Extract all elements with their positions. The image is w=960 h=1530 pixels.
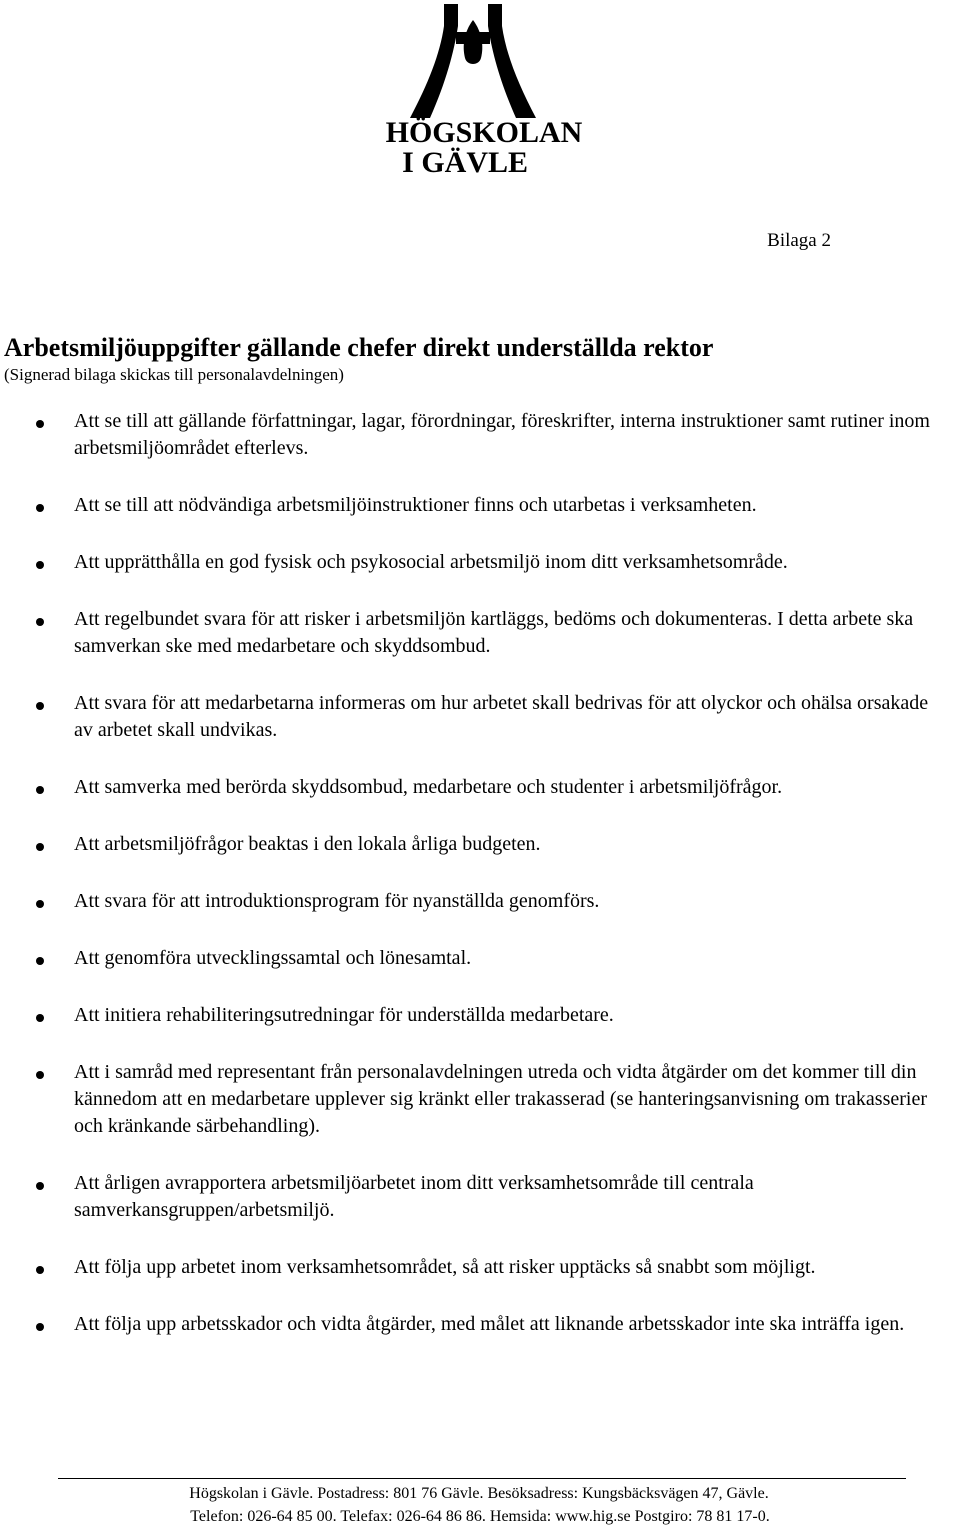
university-logo: [384, 2, 584, 178]
list-item-text: Att se till att gällande författningar, lagar, förordningar, föreskrifter, interna instruktioner samt rutiner inom arbetsmiljöområdet efterlevs.: [74, 410, 930, 459]
footer-address: Högskolan i Gävle. Postadress: 801 76 Gävle. Besöksadress: Kungsbäcksvägen 47, Gävle.: [189, 1485, 769, 1502]
list-item: [0, 1170, 960, 1224]
list-item: [0, 774, 960, 801]
list-item-text: Att i samråd med representant från personalavdelningen utreda och vidta åtgärder om det kommer till din kännedom att en medarbetare upplever sig kränkt eller trakasserad (se hanteringsanvisning om trakasserier och kränkande särbehandling).: [74, 1061, 928, 1137]
list-item: [0, 945, 960, 972]
bullet-icon: [36, 702, 44, 710]
document-subtitle: (Signerad bilaga skickas till personalavdelningen): [4, 365, 344, 384]
bullet-icon: [36, 1182, 44, 1190]
list-item: [0, 492, 960, 519]
list-item-text: Att samverka med berörda skyddsombud, medarbetare och studenter i arbetsmiljöfrågor.: [74, 776, 783, 798]
footer-divider: [58, 1478, 906, 1479]
list-item: [0, 1254, 960, 1281]
logo-text-line2: I GÄVLE: [402, 146, 528, 179]
list-item-text: Att arbetsmiljöfrågor beaktas i den lokala årliga budgeten.: [74, 833, 541, 855]
bullet-icon: [36, 420, 44, 428]
bullet-icon: [36, 1323, 44, 1331]
list-item: [0, 549, 960, 576]
bullet-icon: [36, 786, 44, 794]
list-item-text: Att svara för att medarbetarna informeras om hur arbetet skall bedrivas för att olyckor och ohälsa orsakade av arbetet skall undvikas.: [74, 692, 929, 741]
list-item: [0, 690, 960, 744]
list-item-text: Att genomföra utvecklingssamtal och lönesamtal.: [74, 947, 472, 969]
bullet-icon: [36, 561, 44, 569]
list-item-text: Att följa upp arbetsskador och vidta åtgärder, med målet att liknande arbetsskador inte ska inträffa igen.: [74, 1313, 905, 1335]
list-item: [0, 606, 960, 660]
bullet-icon: [36, 618, 44, 626]
list-item-text: Att upprätthålla en god fysisk och psykosocial arbetsmiljö inom ditt verksamhetsområde.: [74, 551, 788, 573]
bullet-icon: [36, 957, 44, 965]
list-item: [0, 888, 960, 915]
list-item: [0, 408, 960, 462]
bullet-icon: [36, 900, 44, 908]
bullet-icon: [36, 1266, 44, 1274]
bullet-icon: [36, 1071, 44, 1079]
university-emblem-icon: [384, 2, 584, 120]
task-list: [0, 408, 960, 1368]
list-item-text: Att initiera rehabiliteringsutredningar för underställda medarbetare.: [74, 1004, 614, 1026]
bullet-icon: [36, 504, 44, 512]
document-title: Arbetsmiljöuppgifter gällande chefer direkt underställda rektor: [4, 333, 714, 362]
list-item: [0, 1059, 960, 1140]
list-item: [0, 831, 960, 858]
list-item-text: Att årligen avrapportera arbetsmiljöarbetet inom ditt verksamhetsområde till centrala samverkansgruppen/arbetsmiljö.: [74, 1172, 754, 1221]
appendix-label: Bilaga 2: [767, 230, 831, 251]
list-item-text: Att se till att nödvändiga arbetsmiljöinstruktioner finns och utarbetas i verksamheten.: [74, 494, 757, 516]
list-item-text: Att svara för att introduktionsprogram för nyanställda genomförs.: [74, 890, 600, 912]
logo-text-line1: HÖGSKOLAN: [385, 116, 583, 149]
bullet-icon: [36, 1014, 44, 1022]
list-item-text: Att regelbundet svara för att risker i arbetsmiljön kartläggs, bedöms och dokumenteras. I detta arbete ska samverkan ske med medarbetare och skyddsombud.: [74, 608, 914, 657]
bullet-icon: [36, 843, 44, 851]
list-item: [0, 1002, 960, 1029]
footer-contact: Telefon: 026-64 85 00. Telefax: 026-64 86 86. Hemsida: www.hig.se Postgiro: 78 81 17-0.: [190, 1508, 770, 1525]
list-item-text: Att följa upp arbetet inom verksamhetsområdet, så att risker upptäcks så snabbt som möjligt.: [74, 1256, 816, 1278]
list-item: [0, 1311, 960, 1338]
